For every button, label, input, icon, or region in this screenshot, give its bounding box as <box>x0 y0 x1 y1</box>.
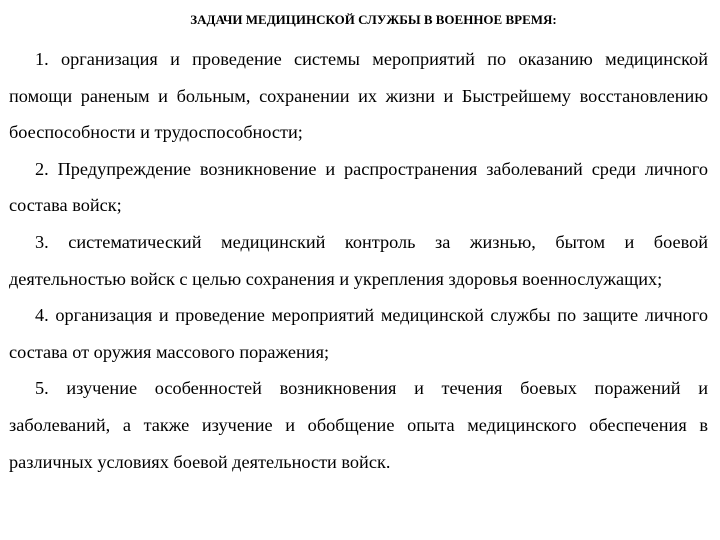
page-title: ЗАДАЧИ МЕДИЦИНСКОЙ СЛУЖБЫ В ВОЕННОЕ ВРЕМЯ: <box>190 12 557 27</box>
list-item-4: 4. организация и проведение мероприятий медицинской службы по защите личного состава от оружия массового поражения; <box>9 305 708 362</box>
list-item-2: 2. Предупреждение возникновение и распространения заболеваний среди личного состава войск; <box>9 158 708 216</box>
list-item-3: 3. систематический медицинский контроль за жизнью, бытом и боевой деятельностью войск с целью сохранения и укрепления здоровья военнослужащих; <box>9 231 708 289</box>
list-item-1: 1. организация и проведение системы мероприятий по оказанию медицинской помощи раненым и больным, сохранении их жизни и Быстрейшему восстановлению боеспособности и трудоспособности; <box>9 49 708 143</box>
list-item-5: 5. изучение особенностей возникновения и течения боевых поражений и заболеваний, а также изучение и обобщение опыта медицинского обеспечения в различных условиях боевой деятельности войск. <box>9 378 708 472</box>
